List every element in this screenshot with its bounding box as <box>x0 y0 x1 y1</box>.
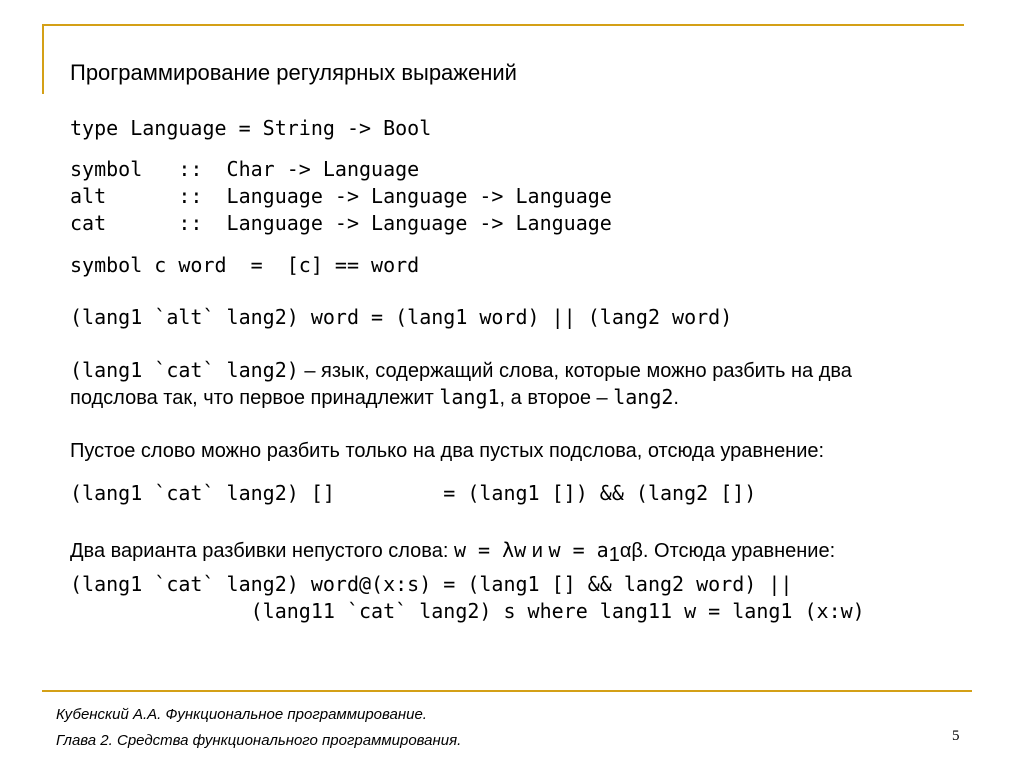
split-equation-1: w = λw <box>453 538 527 562</box>
signature-alt: alt :: Language -> Language -> Language <box>70 184 612 208</box>
footer-rule <box>42 690 972 692</box>
signature-symbol: symbol :: Char -> Language <box>70 157 420 181</box>
empty-word-text: Пустое слово можно разбить только на два пустых подслова, отсюда уравнение: <box>70 440 825 462</box>
type-declaration: type Language = String -> Bool <box>70 116 432 140</box>
cat-text-part-b: , а второе – <box>499 387 614 409</box>
nonempty-equation-line1: (lang1 `cat` lang2) word@(x:s) = (lang1 [] && lang2 word) || <box>70 572 793 596</box>
nonempty-text <box>70 538 835 567</box>
split-equation-2: w = a <box>548 538 609 562</box>
cat-code: (lang1 `cat` lang2) <box>70 358 299 382</box>
cat-explanation-line2 <box>70 385 679 410</box>
nonempty-equation-line2: (lang11 `cat` lang2) s where lang11 w = lang1 (x:w) <box>70 599 865 623</box>
frame-left-rule <box>42 24 44 94</box>
lang1-code: lang1 <box>439 385 500 409</box>
definition-alt: (lang1 `alt` lang2) word = (lang1 word) || (lang2 word) <box>70 305 733 329</box>
frame-top-rule <box>42 24 964 26</box>
cat-explanation-line1 <box>70 358 852 383</box>
cat-text-part-a: подслова так, что первое принадлежит <box>70 387 440 409</box>
greek-letters: αβ <box>619 540 643 562</box>
footer-chapter: Глава 2. Средства функционального программирования. <box>56 732 462 749</box>
nonempty-text-b: и <box>526 540 549 562</box>
empty-word-equation: (lang1 `cat` lang2) [] = (lang1 []) && (lang2 []) <box>70 481 757 505</box>
footer-author: Кубенский А.А. Функциональное программирование. <box>56 706 427 723</box>
slide-title: Программирование регулярных выражений <box>70 60 517 85</box>
nonempty-text-a: Два варианта разбивки непустого слова: <box>70 540 454 562</box>
page-number: 5 <box>952 728 960 744</box>
cat-text: – язык, содержащий слова, которые можно разбить на два <box>298 360 852 382</box>
lang2-code: lang2 <box>613 385 674 409</box>
definition-symbol: symbol c word = [c] == word <box>70 253 420 277</box>
signature-cat: cat :: Language -> Language -> Language <box>70 211 612 235</box>
cat-text-part-c: . <box>673 387 679 409</box>
subscript-one: 1 <box>608 544 620 567</box>
nonempty-text-c: . Отсюда уравнение: <box>642 540 836 562</box>
